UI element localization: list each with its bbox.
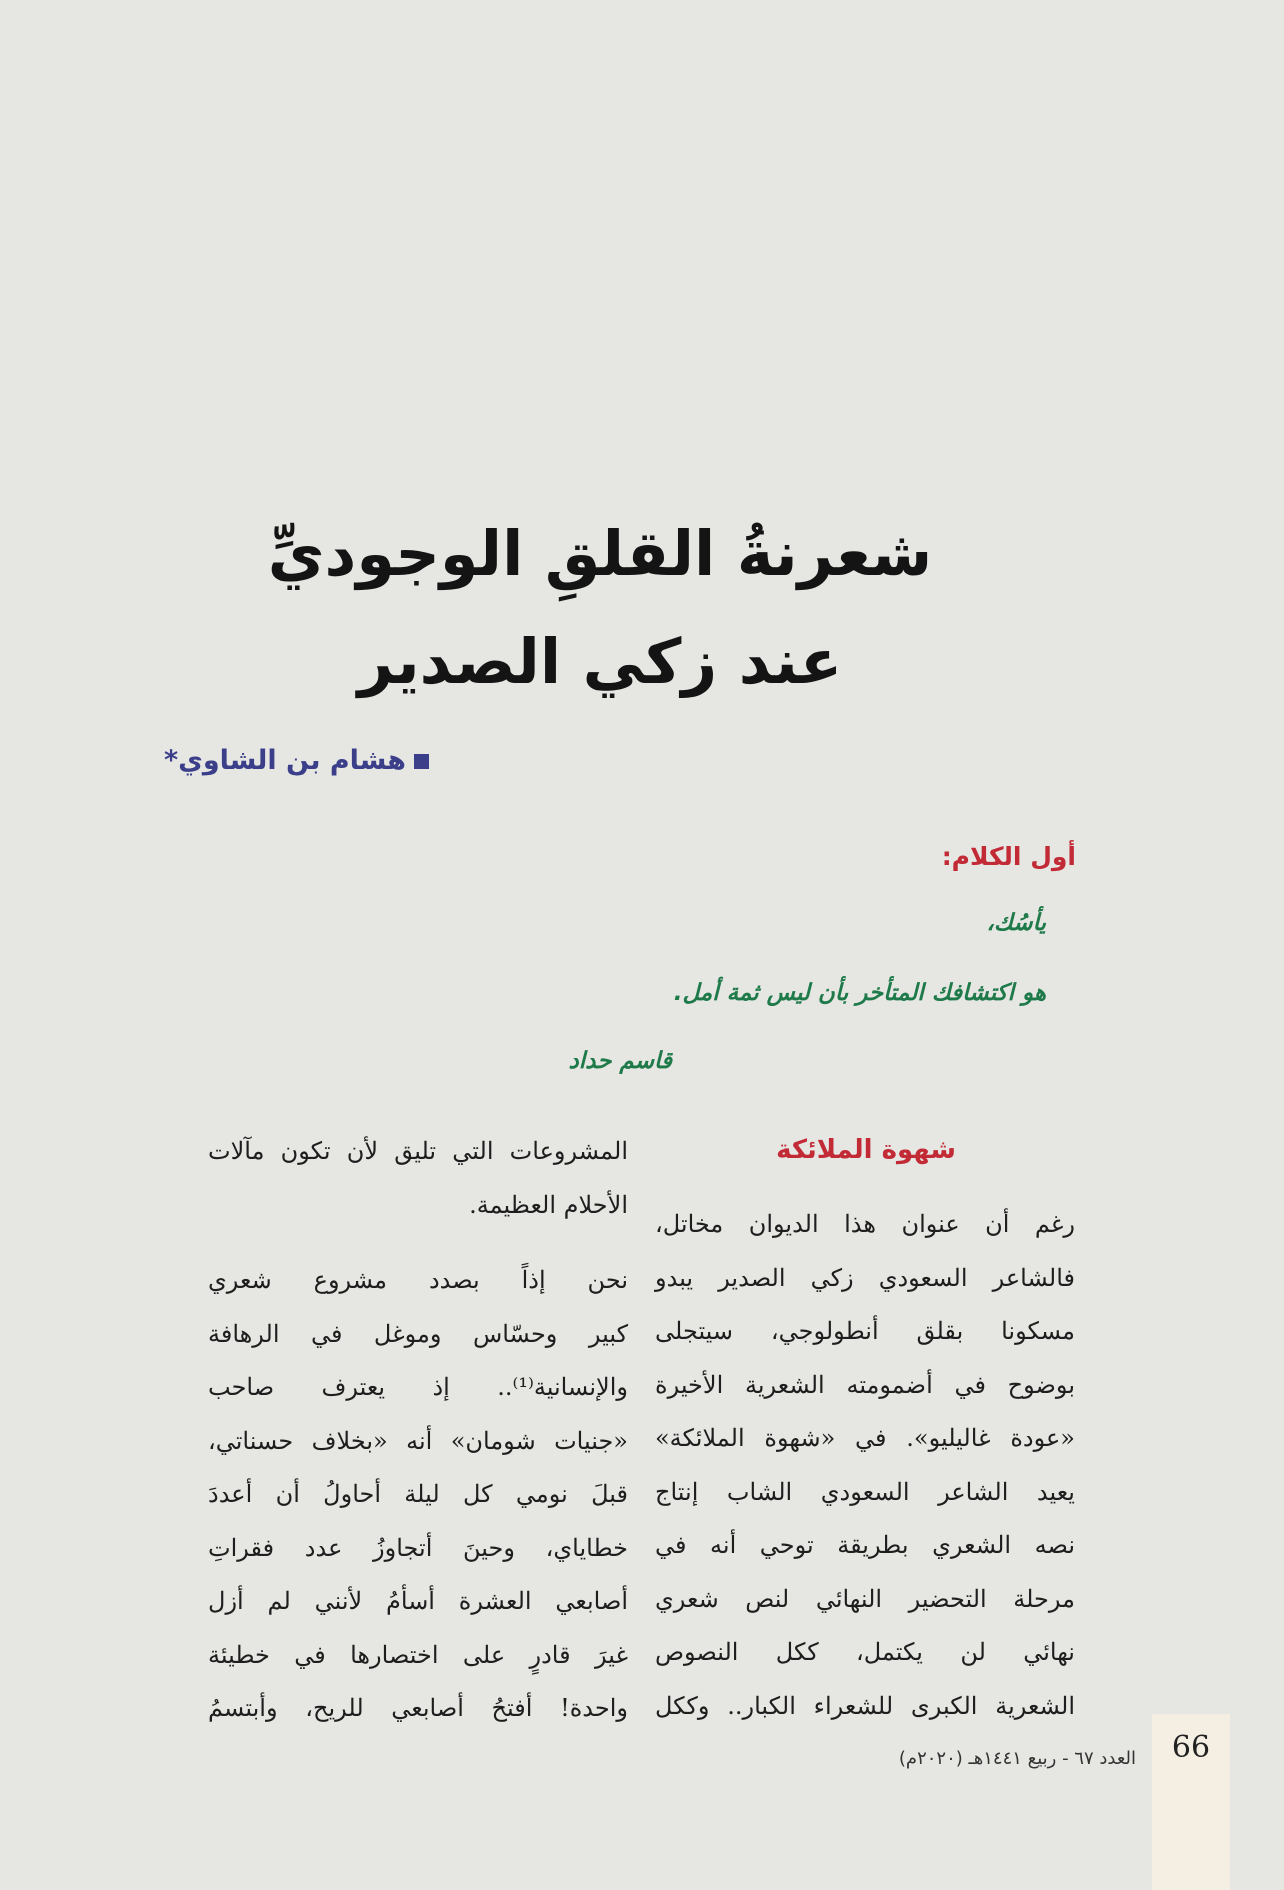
left-column [208,1125,628,1736]
text-line: رغم أن عنوان هذا الديوان مخاتل، [655,1210,1075,1238]
text-line: «عودة غاليليو». في «شهوة الملائكة» [655,1424,1075,1452]
text-line: نهائي لن يكتمل، ككل النصوص [655,1638,1075,1666]
author-name: هشام بن الشاوي* [163,745,406,776]
title-line-1: شعرنةُ القلقِ الوجوديِّ [267,517,933,590]
text-line: قبلَ نومي كل ليلة أحاولُ أن أعددَ [208,1480,628,1508]
text-line: مسكونا بقلق أنطولوجي، سيتجلى [655,1317,1075,1345]
epigraph-line-1: يأسُك، [986,910,1046,936]
text-line: «جنيات شومان» أنه «بخلاف حسناتي، [208,1426,628,1455]
text-line: الشعرية الكبرى للشعراء الكبار.. وككل [655,1691,1075,1720]
bullet-square-icon [414,754,429,769]
body-paragraph [208,1125,628,1232]
text-line: نصه الشعري بطريقة توحي أنه في [655,1531,1075,1559]
epigraph-line-2: هو اكتشافك المتأخر بأن ليس ثمة أمل. [673,980,1046,1006]
epigraph-attribution: قاسم حداد [568,1048,672,1074]
text-line: خطاياي، وحينَ أتجاوزُ عدد فقراتِ [208,1533,628,1562]
right-column [655,1198,1075,1733]
section-heading: شهوة الملائكة [776,1135,956,1165]
text-line: أصابعي العشرة أسأمُ لأنني لم أزل [208,1587,628,1615]
page-number: 66 [1171,1730,1211,1765]
text-line: والإنسانية⁽¹⁾.. إذ يعترف صاحب [208,1373,628,1401]
article-title [200,500,1000,716]
text-line: بوضوح في أضمومته الشعرية الأخيرة [655,1370,1075,1399]
text-line: يعيد الشاعر السعودي الشاب إنتاج [655,1477,1075,1506]
text-line: مرحلة التحضير النهائي لنص شعري [655,1584,1075,1613]
author-byline [164,745,429,776]
text-line: فالشاعر السعودي زكي الصدير يبدو [655,1263,1075,1292]
body-paragraph [208,1254,628,1736]
title-line-2: عند زكي الصدير [357,625,843,698]
text-line: واحدة! أفتحُ أصابعي للريح، وأبتسمُ [208,1694,628,1722]
text-line: الأحلام العظيمة. [469,1190,628,1219]
epigraph-label: أول الكلام: [941,842,1076,871]
text-line: كبير وحسّاس وموغل في الرهافة [208,1319,628,1348]
text-line: غيرَ قادرٍ على اختصارها في خطيئة [208,1640,628,1669]
body-paragraph [655,1198,1075,1733]
issue-info: العدد ٦٧ - ربيع ١٤٤١هـ (٢٠٢٠م) [898,1748,1136,1769]
text-line: نحن إذاً بصدد مشروع شعري [208,1266,628,1294]
text-line: المشروعات التي تليق لأن تكون مآلات [208,1137,628,1165]
